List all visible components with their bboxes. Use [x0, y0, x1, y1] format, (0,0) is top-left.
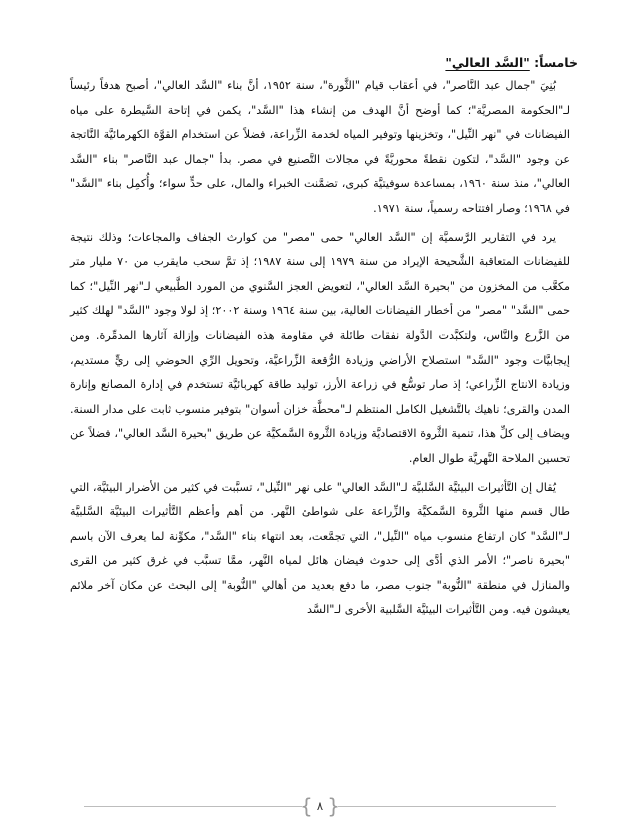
section-heading — [70, 52, 578, 74]
paragraph-2: يرد في التقارير الرَّسميَّة إن "السَّد العالي" حمى "مصر" من كوارث الجفاف والمجاعات؛ وذلك نتيجة للفيضانات المتعاقبة الشَّحيحة الإيراد من سنة ١٩٧٩ إلى سنة ١٩٨٧؛ إذ تمَّ سحب مايقرب من ٧٠ مليار متر مكعَّب من المخزون من "بحيرة السَّد العالي"، لتعويض العجز السَّنوي من المورد الطَّبيعي لـ"نهر النِّيل"؛ كما حمى "السَّد" "مصر" من أخطار الفيضانات العالية، بين سنة ١٩٦٤ وسنة ٢٠٠٢؛ إذ لولا وجود "السَّد" لهلك كثير من الزَّرع والنَّاس، ولتكبَّدت الدَّولة نفقات طائلة في مقاومة هذه الفيضانات وإزالة آثارها المدمِّرة. ومن إيجابيَّات وجود "السَّد" استصلاح الأراضي وزيادة الرُّقعة الزِّراعيَّة، وتحويل الرِّي الحوضي إلى ريٍّ مستديم، وزيادة الانتاج الزِّراعي؛ إذ صار توسُّع في زراعة الأرز، توليد طاقة كهربائيَّة تستخدم في إدارة المصانع وإنارة المدن والقرى؛ ناهيك بالتَّشغيل الكامل المنتظم لـ"محطَّة خزان أسوان" بتوفير منسوب ثابت على مدار السنة. ويضاف إلى كلِّ هذا، تنمية الثَّروة الاقتصاديَّة وزيادة الثَّروة السَّمكيَّة عن طريق "بحيرة السَّد العالي"، فضلاً عن تحسين الملاحة النَّهريَّة طوال العام. — [70, 230, 570, 465]
paragraph-1: بُنِيَ "جمال عبد النَّاصر"، في أعقاب قيام "الثَّورة"، سنة ١٩٥٢، أنَّ بناء "السَّد العالي"، أصبح هدفاً رئيساً لـ"الحكومة المصريَّة"؛ كما أوضح أنَّ الهدف من إنشاء هذا "السَّد"، يكمن في إتاحة السَّيطرة على مياه الفيضانات في "نهر النِّيل"، وتخزينها وتوفير المياه لخدمة الزِّراعة، فضلاً عن استخدام القوَّة الكهرمائيَّة النَّاتجة عن وجود "السَّد"، لتكون نقطةً محوريَّةً في مجالات التَّصنيع في مصر. بدأ "جمال عبد النَّاصر" بناء "السَّد العالي"، منذ سنة ١٩٦٠، بمساعدة سوفيتيَّة كبرى، تضمَّنت الخبراء والمال، على حدٍّ سواء؛ وأُكمِل بناء "السَّد" في ١٩٦٨؛ وصار افتتاحه رسمياً، سنة ١٩٧١. — [70, 79, 570, 215]
section-label: خامساً: — [534, 55, 578, 70]
section-title: "السَّد العالي" — [445, 55, 530, 70]
page-number-frame — [302, 792, 338, 820]
page-number: ٨ — [316, 799, 324, 813]
bracket-left-icon: } — [300, 794, 313, 818]
document-page — [70, 52, 578, 771]
page-footer — [84, 794, 556, 820]
bracket-right-icon: { — [327, 794, 340, 818]
paragraph-3: يُقال إن التَّأثيرات البيئيَّة السَّلبيَّة لـ"السَّد العالي" على نهر "النِّيل"، تسبَّبت في كثير من الأضرار البيئيَّة، التي طال قسم منها الثَّروة السَّمكيَّة والزِّراعة على شواطئ النَّهر. من أهم وأعظم التَّأثيرات البيئيَّة السَّلبيَّة لـ"السَّد" كان ارتفاع منسوب مياه "النِّيل"، التي تجمَّعت، بعد انتهاء بناء "السَّد"، مكوِّنة لما يعرف الآن باسم "بحيرة ناصر"؛ الأمر الذي أدَّى إلى حدوث فيضان هائل لمياه النَّهر، ممَّا تسبَّب في غرق كثير من القرى والمنازل في منطقة "النُّوبة" جنوب مصر، ما دفع بعديد من أهالي "النُّوبة" إلى البحث عن مكان آخر ملائم يعيشون فيه. ومن التَّأثيرات البيئيَّة السَّلبية الأخرى لـ"السَّد — [70, 480, 570, 617]
